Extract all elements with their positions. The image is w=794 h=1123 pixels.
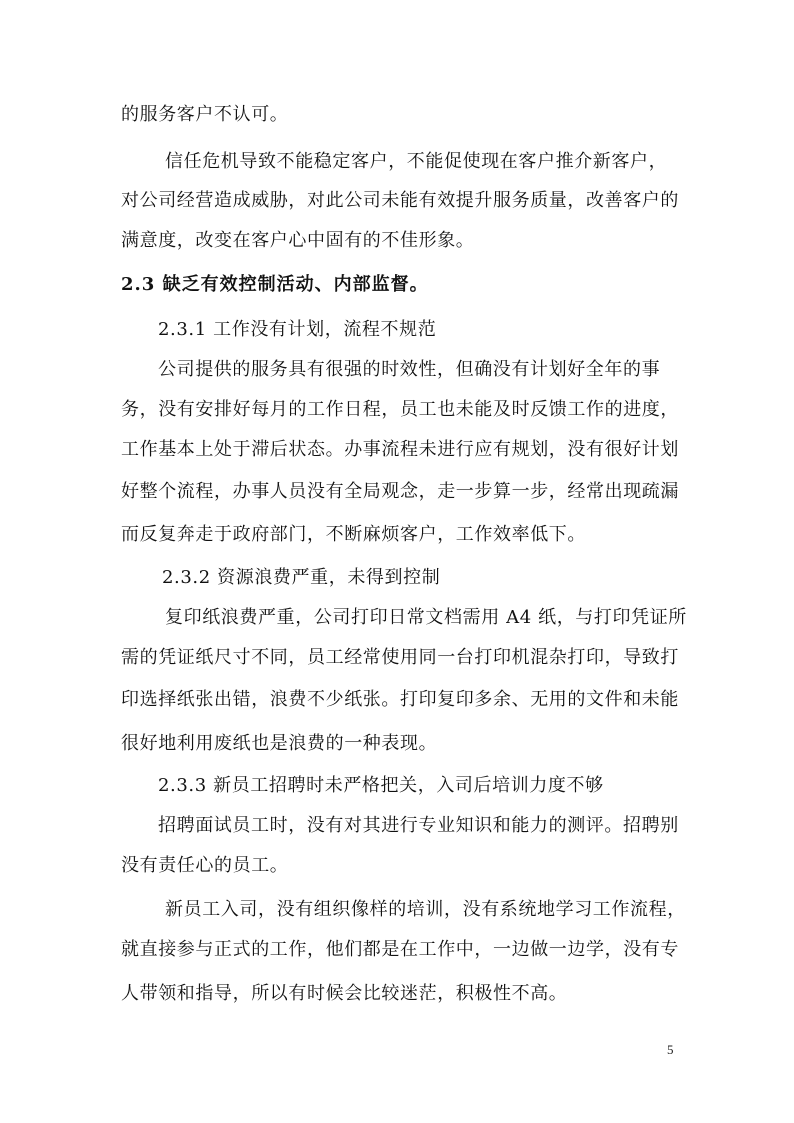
text-line: 务，没有安排好每月的工作日程，员工也未能及时反馈工作的进度， bbox=[121, 399, 679, 420]
text-line: 对公司经营造成威胁，对此公司未能有效提升服务质量，改善客户的 bbox=[121, 190, 679, 211]
text-line: 新员工入司，没有组织像样的培训，没有系统地学习工作流程， bbox=[165, 899, 686, 920]
text-line: 好整个流程，办事人员没有全局观念，走一步算一步，经常出现疏漏 bbox=[121, 481, 679, 502]
text-line: 公司提供的服务具有很强的时效性，但确没有计划好全年的事 bbox=[158, 359, 661, 380]
text-line: 而反复奔走于政府部门，不断麻烦客户，工作效率低下。 bbox=[121, 524, 586, 545]
text-line: 没有责任心的员工。 bbox=[121, 855, 289, 876]
text-line: 满意度，改变在客户心中固有的不佳形象。 bbox=[121, 230, 475, 251]
page-number: 5 bbox=[667, 1042, 674, 1057]
text-line: 人带领和指导，所以有时候会比较迷茫，积极性不高。 bbox=[121, 983, 568, 1004]
text-line: 信任危机导致不能稳定客户，不能促使现在客户推介新客户， bbox=[165, 151, 668, 172]
text-line: 需的凭证纸尺寸不同，员工经常使用同一台打印机混杂打印，导致打 bbox=[121, 647, 679, 668]
section-heading: 2.3 缺乏有效控制活动、内部监督。 bbox=[121, 274, 429, 295]
text-line: 复印纸浪费严重，公司打印日常文档需用 A4 纸，与打印凭证所 bbox=[165, 607, 687, 628]
text-line: 印选择纸张出错，浪费不少纸张。打印复印多余、无用的文件和未能 bbox=[121, 689, 679, 710]
subsection-heading: 2.3.2 资源浪费严重，未得到控制 bbox=[162, 567, 441, 588]
subsection-heading: 2.3.3 新员工招聘时未严格把关，入司后培训力度不够 bbox=[158, 775, 604, 796]
text-line: 工作基本上处于滞后状态。办事流程未进行应有规划，没有很好计划 bbox=[121, 439, 679, 460]
text-line: 就直接参与正式的工作，他们都是在工作中，一边做一边学，没有专 bbox=[121, 939, 679, 960]
subsection-heading: 2.3.1 工作没有计划，流程不规范 bbox=[158, 319, 437, 340]
text-line: 的服务客户不认可。 bbox=[121, 104, 289, 125]
text-line: 很好地利用废纸也是浪费的一种表现。 bbox=[121, 733, 438, 754]
text-line: 招聘面试员工时，没有对其进行专业知识和能力的测评。招聘别 bbox=[158, 815, 679, 836]
